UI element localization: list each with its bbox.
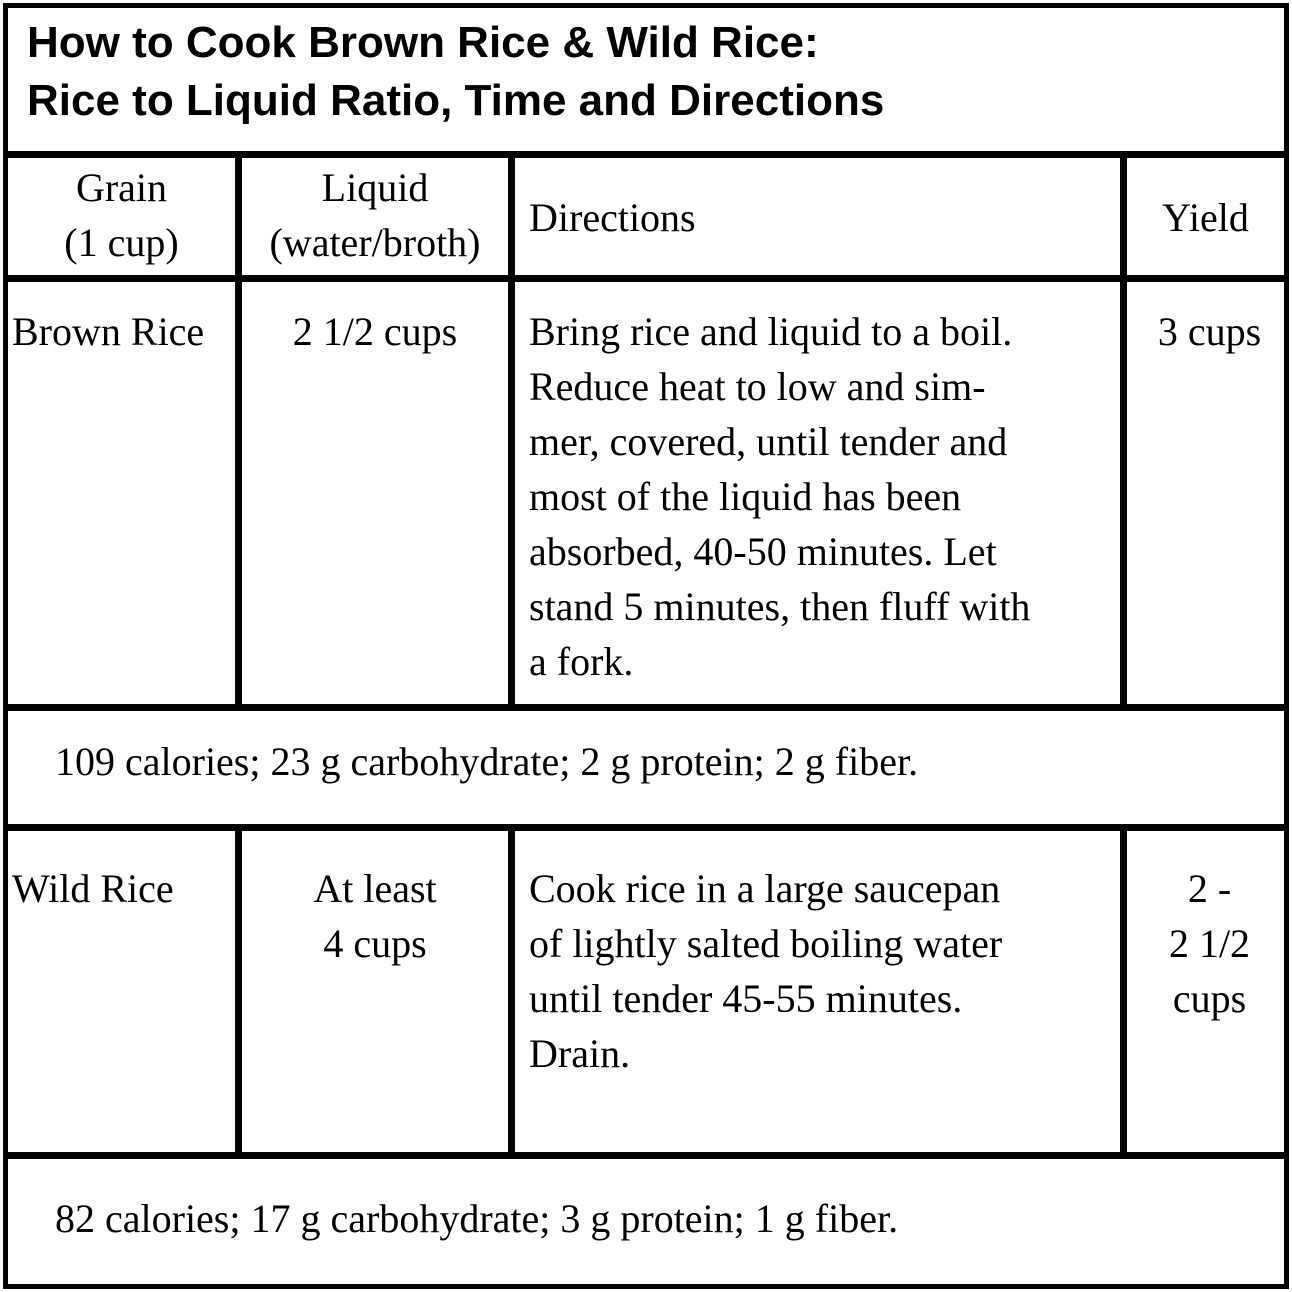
header-grain [8, 160, 235, 270]
border-bottom [3, 1284, 1289, 1289]
rule-nutrition1-bottom [3, 824, 1289, 831]
col-rule-2b [508, 824, 515, 1159]
row-wild-rice-grain: Wild Rice [12, 866, 174, 911]
page-title [27, 14, 1267, 130]
directions-line: stand 5 minutes, then fluff with [529, 584, 1031, 629]
title-line-1: How to Cook Brown Rice & Wild Rice: [27, 18, 819, 67]
col-rule-2a [508, 151, 515, 711]
row-wild-rice-yield-line-1: 2 - [1187, 866, 1232, 911]
header-grain-line-2: (1 cup) [64, 220, 179, 265]
header-directions: Directions [529, 195, 696, 240]
directions-line: Reduce heat to low and sim- [529, 364, 986, 409]
header-liquid [242, 160, 508, 270]
rule-row2-bottom [3, 1152, 1289, 1159]
col-rule-3b [1120, 824, 1127, 1159]
row-brown-rice-directions [529, 304, 1114, 689]
directions-line: a fork. [529, 639, 634, 684]
row-wild-rice-liquid-line-1: At least [313, 866, 437, 911]
directions-line: absorbed, 40-50 minutes. Let [529, 529, 997, 574]
directions-line: mer, covered, until tender and [529, 419, 1008, 464]
row-brown-rice-grain: Brown Rice [12, 309, 205, 354]
row-wild-rice-yield-line-3: cups [1172, 976, 1247, 1021]
col-rule-1a [235, 151, 242, 711]
directions-line: Cook rice in a large saucepan [529, 866, 1001, 911]
header-grain-line-1: Grain [75, 165, 168, 210]
col-rule-1b [235, 824, 242, 1159]
row-wild-rice-nutrition: 82 calories; 17 g carbohydrate; 3 g protein; 1 g fiber. [55, 1196, 899, 1241]
row-brown-rice-liquid-line-1: 2 1/2 cups [292, 309, 458, 354]
row-brown-rice-nutrition: 109 calories; 23 g carbohydrate; 2 g protein; 2 g fiber. [55, 739, 919, 784]
row-wild-rice-liquid [242, 861, 508, 971]
directions-line: most of the liquid has been [529, 474, 962, 519]
header-liquid-line-1: Liquid [321, 165, 429, 210]
directions-line: of lightly salted boiling water [529, 921, 1003, 966]
border-top [3, 3, 1289, 8]
header-liquid-line-2: (water/broth) [269, 220, 481, 265]
row-wild-rice-liquid-line-2: 4 cups [323, 921, 427, 966]
row-wild-rice-yield-line-2: 2 1/2 [1168, 921, 1251, 966]
title-line-2: Rice to Liquid Ratio, Time and Directions [27, 76, 885, 125]
directions-line: Bring rice and liquid to a boil. [529, 309, 1013, 354]
directions-line: until tender 45-55 minutes. [529, 976, 963, 1021]
row-wild-rice-directions [529, 861, 1114, 1081]
row-wild-rice-yield [1127, 861, 1292, 1026]
col-rule-3a [1120, 151, 1127, 711]
row-brown-rice-liquid [242, 304, 508, 359]
directions-line: Drain. [529, 1031, 631, 1076]
rule-header-bottom [3, 275, 1289, 282]
row-brown-rice-yield-line-1: 3 cups [1157, 309, 1262, 354]
rule-title-bottom [3, 151, 1289, 158]
border-right [1284, 3, 1289, 1289]
row-brown-rice-yield [1127, 304, 1292, 359]
header-yield: Yield [1162, 195, 1249, 240]
rule-row1-bottom [3, 704, 1289, 711]
